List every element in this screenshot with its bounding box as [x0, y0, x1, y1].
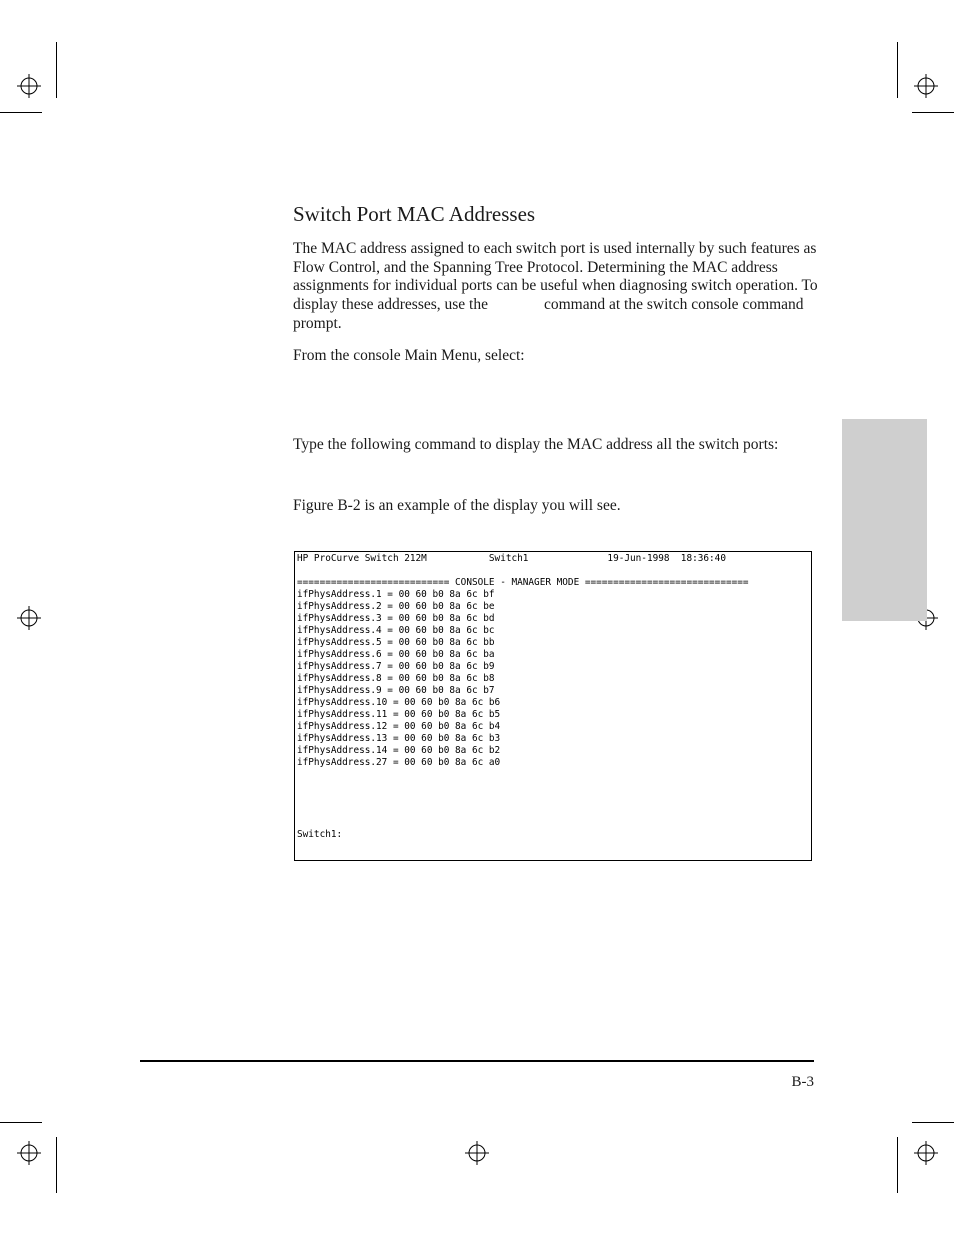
crop-mark — [912, 1122, 954, 1123]
registration-mark-icon — [17, 74, 41, 98]
footer-rule — [140, 1060, 814, 1062]
console-screen — [294, 551, 812, 861]
console-mode-line: =========================== CONSOLE - MANAGER MODE ============================= — [297, 577, 749, 588]
crop-mark — [897, 1137, 898, 1193]
menu-instruction: From the console Main Menu, select: — [293, 347, 525, 364]
intro-text-continued: command at the switch console command prompt. — [293, 296, 804, 332]
console-line: ifPhysAddress.4 = 00 60 b0 8a 6c bc — [297, 625, 495, 636]
console-line: ifPhysAddress.6 = 00 60 b0 8a 6c ba — [297, 649, 495, 660]
page-number: B-3 — [791, 1074, 814, 1090]
console-line: ifPhysAddress.5 = 00 60 b0 8a 6c bb — [297, 637, 495, 648]
console-line: ifPhysAddress.13 = 00 60 b0 8a 6c b3 — [297, 733, 501, 744]
registration-mark-icon — [17, 1141, 41, 1165]
intro-paragraph — [293, 240, 818, 334]
registration-mark-icon — [465, 1141, 489, 1165]
console-line: ifPhysAddress.1 = 00 60 b0 8a 6c bf — [297, 589, 495, 600]
command-instruction: Type the following command to display the MAC address all the switch ports: — [293, 436, 779, 453]
crop-mark — [56, 1137, 57, 1193]
console-line: ifPhysAddress.12 = 00 60 b0 8a 6c b4 — [297, 721, 501, 732]
figure-reference: Figure B-2 is an example of the display you will see. — [293, 497, 621, 514]
console-prompt: Switch1: — [297, 829, 343, 840]
intro-text: The MAC address assigned to each switch port is used internally by such features as Flow Control, and the Spanning Tree Protocol. Determining the MAC address assignments for individual ports can be useful when diagnosing switch operation. To display these addresses, use the — [293, 240, 818, 314]
registration-mark-icon — [17, 606, 41, 630]
crop-mark — [56, 42, 57, 98]
console-line: ifPhysAddress.10 = 00 60 b0 8a 6c b6 — [297, 697, 501, 708]
console-header: HP ProCurve Switch 212M Switch1 19-Jun-1998 18:36:40 — [297, 553, 726, 564]
crop-mark — [0, 112, 42, 113]
console-line: ifPhysAddress.2 = 00 60 b0 8a 6c be — [297, 601, 495, 612]
console-line: ifPhysAddress.3 = 00 60 b0 8a 6c bd — [297, 613, 495, 624]
crop-mark — [912, 112, 954, 113]
console-line: ifPhysAddress.27 = 00 60 b0 8a 6c a0 — [297, 757, 501, 768]
crop-mark — [0, 1122, 42, 1123]
console-line: ifPhysAddress.9 = 00 60 b0 8a 6c b7 — [297, 685, 495, 696]
registration-mark-icon — [914, 74, 938, 98]
console-line: ifPhysAddress.14 = 00 60 b0 8a 6c b2 — [297, 745, 501, 756]
console-line: ifPhysAddress.8 = 00 60 b0 8a 6c b8 — [297, 673, 495, 684]
console-line: ifPhysAddress.7 = 00 60 b0 8a 6c b9 — [297, 661, 495, 672]
section-heading: Switch Port MAC Addresses — [293, 202, 536, 226]
crop-mark — [897, 42, 898, 98]
registration-mark-icon — [914, 1141, 938, 1165]
chapter-thumb-tab — [842, 419, 927, 621]
console-line: ifPhysAddress.11 = 00 60 b0 8a 6c b5 — [297, 709, 501, 720]
